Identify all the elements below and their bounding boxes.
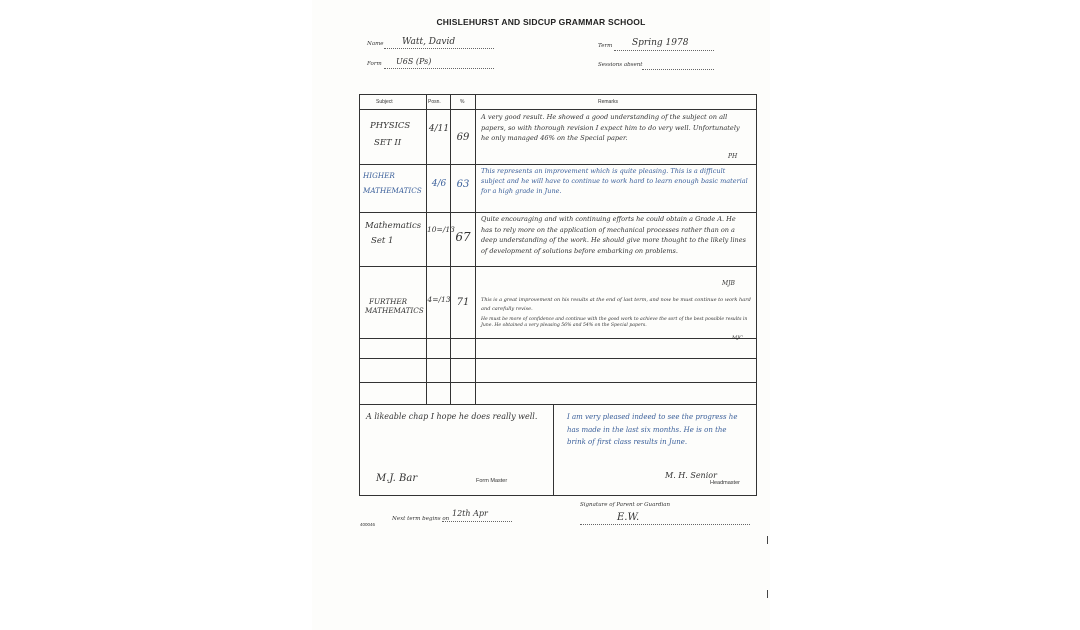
row4-percent: 71	[456, 297, 470, 308]
row1-subject: PHYSICS SET II	[370, 121, 411, 148]
name-value: Watt, David	[402, 37, 456, 47]
row4-initials: MJC	[732, 335, 743, 341]
row1-remarks: A very good result. He showed a good understanding of the subject on all papers, so with thorough revision I expect him to do very well. Unfortunately he only managed 46% on the Special paper.	[481, 113, 740, 143]
row2-subject: HIGHER MATHEMATICS	[363, 171, 422, 195]
row3-initials: MJB	[722, 280, 735, 287]
row4-remarks: This is a great improvement on his results at the end of last term, and now he must continue to work hard and carefully revise.	[481, 297, 751, 312]
next-term-value: 12th Apr	[452, 509, 488, 518]
header-divider	[360, 109, 756, 110]
row1-initials: PH	[728, 153, 738, 160]
sessions-underline	[642, 61, 714, 70]
report-table	[359, 94, 757, 496]
row-divider-7	[360, 404, 756, 405]
row2-position: 4/6	[431, 179, 447, 189]
row4-remarks-small: He must be more of confidence and continue with the good work to achieve the sort of the best possible results in June. He obtained a very pleasing 56% and 54% on the Special papers.	[481, 317, 748, 328]
row4-subject: FURTHER MATHEMATICS	[365, 297, 424, 315]
report-sheet	[312, 0, 770, 630]
row-divider-2	[360, 212, 756, 213]
form-master-label: Form Master	[476, 478, 508, 484]
row3-position: 10=/13	[427, 225, 455, 234]
name-label: Name	[367, 41, 384, 47]
row1-position: 4/11	[428, 124, 450, 134]
parent-signature-label: Signature of Parent or Guardian	[580, 502, 671, 508]
row1-percent: 69	[456, 132, 470, 143]
row-divider-1	[360, 164, 756, 165]
term-label: Term	[598, 43, 613, 49]
school-title: CHISLEHURST AND SIDCUP GRAMMAR SCHOOL	[436, 17, 646, 27]
form-master-signature: M.J. Bar	[376, 473, 418, 484]
row-divider-6	[360, 382, 756, 383]
row3-percent: 67	[455, 230, 471, 244]
row-divider-4	[360, 338, 756, 339]
row2-percent: 63	[456, 179, 470, 190]
parent-signature: E.W.	[617, 512, 640, 523]
sessions-label: Sessions absent	[598, 62, 643, 68]
row-divider-5	[360, 358, 756, 359]
row2-remarks: This represents an improvement which is quite pleasing. This is a difficult subject and he will have to continue to work hard to learn enough basic material for a high grade in June.	[481, 167, 748, 195]
row-divider-3	[360, 266, 756, 267]
header-subject: Subject	[376, 99, 393, 105]
header-remarks: Remarks	[598, 99, 619, 105]
col-line-bottom	[553, 404, 554, 495]
headmaster-signature: M. H. Senior	[665, 471, 717, 480]
next-term-label: Next term begins on	[392, 516, 450, 522]
headmaster-label: Headmaster	[710, 480, 740, 486]
form-value: U6S (Ps)	[396, 57, 432, 66]
parent-signature-underline	[580, 516, 750, 525]
form-code: 400046	[360, 522, 376, 527]
scan-mark-1	[767, 536, 768, 544]
header-percent: %	[460, 99, 465, 105]
form-label: Form	[367, 61, 382, 67]
headmaster-comment: I am very pleased indeed to see the progress he has made in the last six months. He is on the brink of first class results in June.	[567, 413, 738, 446]
row3-subject: Mathematics Set 1	[365, 221, 422, 246]
row3-remarks: Quite encouraging and with continuing efforts he could obtain a Grade A. He has to rely more on the application of mechanical processes rather than on a deep understanding of the work. He should give more thought to the likely lines of development of solutions before embarking on problems.	[481, 215, 746, 255]
header-position: Posn.	[428, 99, 441, 105]
row4-position: 4=/13	[427, 295, 451, 304]
scan-mark-2	[767, 590, 768, 598]
term-value: Spring 1978	[632, 38, 689, 48]
form-master-comment: A likeable chap I hope he does really well.	[366, 412, 538, 421]
